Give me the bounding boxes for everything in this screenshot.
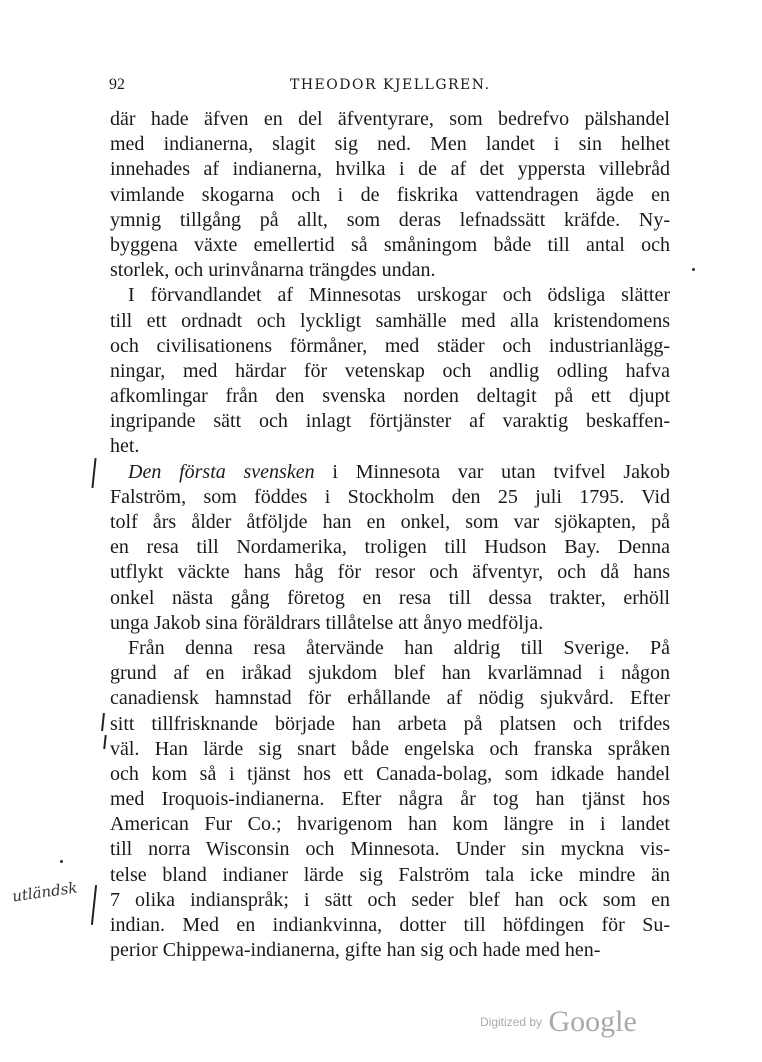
text-line — [110, 938, 670, 963]
text-line — [110, 837, 670, 862]
line-text: och kom så i tjänst hos ett Canada-bolag, som idkade handel — [110, 762, 670, 785]
line-text: Från denna resa återvände han aldrig till Sverige. På — [128, 636, 670, 659]
text-line — [110, 107, 670, 132]
text-line — [110, 309, 670, 334]
line-text: unga Jakob sina föräldrars tillåtelse att ånyo medfölja. — [110, 611, 544, 634]
line-text: med Iroquois-indianerna. Efter några år tog han tjänst hos — [110, 788, 670, 811]
line-text: i Minnesota var utan tvifvel Jakob — [314, 460, 671, 483]
line-text: afkomlingar från den svenska norden deltagit på ett djupt — [110, 385, 670, 408]
text-line — [110, 157, 670, 182]
line-text: ingripande sätt och inlagt förtjänster af varaktig beskaffen- — [110, 410, 670, 433]
text-line — [110, 686, 670, 711]
line-text: het. — [110, 435, 140, 458]
running-title: THEODOR KJELLGREN. — [290, 77, 491, 93]
text-line — [110, 913, 670, 938]
line-text: byggena växte emellertid så småningom både till antal och — [110, 233, 670, 256]
text-line — [110, 384, 670, 409]
line-text: 7 olika indianspråk; i sätt och seder blef han ock som en — [110, 888, 670, 911]
text-line — [110, 283, 670, 308]
line-text: canadiensk hamnstad för erhållande af nödig sjukvård. Efter — [110, 687, 670, 710]
line-text: utflykt väckte hans håg för resor och äfventyr, och då hans — [110, 561, 670, 584]
text-line — [110, 460, 670, 485]
page-number: 92 — [109, 76, 125, 93]
text-line — [110, 208, 670, 233]
line-text: där hade äfven en del äfventyrare, som bedrefvo pälshandel — [110, 108, 670, 130]
watermark-brand: Google — [548, 1005, 637, 1038]
text-line — [110, 762, 670, 787]
margin-dot — [60, 860, 63, 863]
body-text — [110, 107, 670, 963]
text-line — [110, 485, 670, 510]
text-line — [110, 737, 670, 762]
text-line — [110, 535, 670, 560]
text-line — [110, 636, 670, 661]
text-line — [110, 434, 670, 459]
line-text: storlek, och urinvånarna trängdes undan. — [110, 259, 436, 282]
text-line — [110, 510, 670, 535]
line-text: ymnig tillgång på allt, som deras lefnadssätt kräfde. Ny- — [110, 208, 670, 231]
text-line — [110, 409, 670, 434]
text-line — [110, 787, 670, 812]
line-text: vimlande skogarna och i de fiskrika vattendragen ägde en — [110, 183, 670, 206]
text-line — [110, 560, 670, 585]
text-line — [110, 586, 670, 611]
handwritten-margin-note: utländsk — [11, 878, 79, 906]
line-text: väl. Han lärde sig snart både engelska och franska språken — [110, 737, 670, 760]
line-text: en resa till Nordamerika, troligen till Hudson Bay. Denna — [110, 536, 670, 559]
line-text: ningar, med härdar för vetenskap och andlig odling hafva — [110, 359, 670, 382]
line-text: till ett ordnadt och lyckligt samhälle med alla kristendomens — [110, 309, 670, 332]
margin-mark-4 — [91, 885, 97, 925]
margin-dot — [692, 268, 695, 271]
line-text: indian. Med en indiankvinna, dotter till höfdingen för Su- — [110, 914, 670, 936]
italic-lead-phrase: Den första svensken — [128, 460, 315, 483]
text-line — [110, 233, 670, 258]
line-text: grund af en iråkad sjukdom blef han kvarlämnad i någon — [110, 662, 670, 685]
text-line — [110, 712, 670, 737]
line-text: American Fur Co.; hvarigenom han kom längre in i landet — [110, 813, 670, 836]
line-text: sitt tillfrisknande började han arbeta på platsen och trifdes — [110, 712, 670, 735]
line-text: till norra Wisconsin och Minnesota. Under sin myckna vis- — [110, 838, 670, 861]
text-line — [110, 334, 670, 359]
line-text: tolf års ålder åtföljde han en onkel, som var sjökapten, på — [110, 511, 670, 533]
text-line — [110, 863, 670, 888]
digitized-by-google-watermark — [480, 1005, 637, 1039]
margin-mark-1 — [91, 458, 96, 488]
text-line — [110, 611, 670, 636]
line-text: innehades af indianerna, hvilka i de af det yppersta villebråd — [110, 158, 670, 181]
line-text: med indianerna, slagit sig ned. Men landet i sin helhet — [110, 133, 670, 156]
text-line — [110, 359, 670, 384]
line-text: Falström, som föddes i Stockholm den 25 juli 1795. Vid — [110, 485, 670, 508]
margin-mark-2 — [101, 713, 104, 731]
line-text: telse bland indianer lärde sig Falström tala icke mindre än — [110, 863, 670, 886]
line-text: onkel nästa gång företog en resa till dessa trakter, erhöll — [110, 586, 670, 609]
line-text: perior Chippewa-indianerna, gifte han sig och hade med hen- — [110, 939, 601, 962]
line-text: och civilisationens förmåner, med städer och industrianlägg- — [110, 334, 670, 357]
text-line — [110, 183, 670, 208]
text-line — [110, 661, 670, 686]
text-line — [110, 258, 670, 283]
line-text: I förvandlandet af Minnesotas urskogar och ödsliga slätter — [128, 284, 670, 307]
text-line — [110, 132, 670, 157]
text-line — [110, 812, 670, 837]
watermark-prefix: Digitized by — [480, 1015, 543, 1029]
margin-mark-3 — [103, 735, 106, 749]
text-line — [110, 888, 670, 913]
